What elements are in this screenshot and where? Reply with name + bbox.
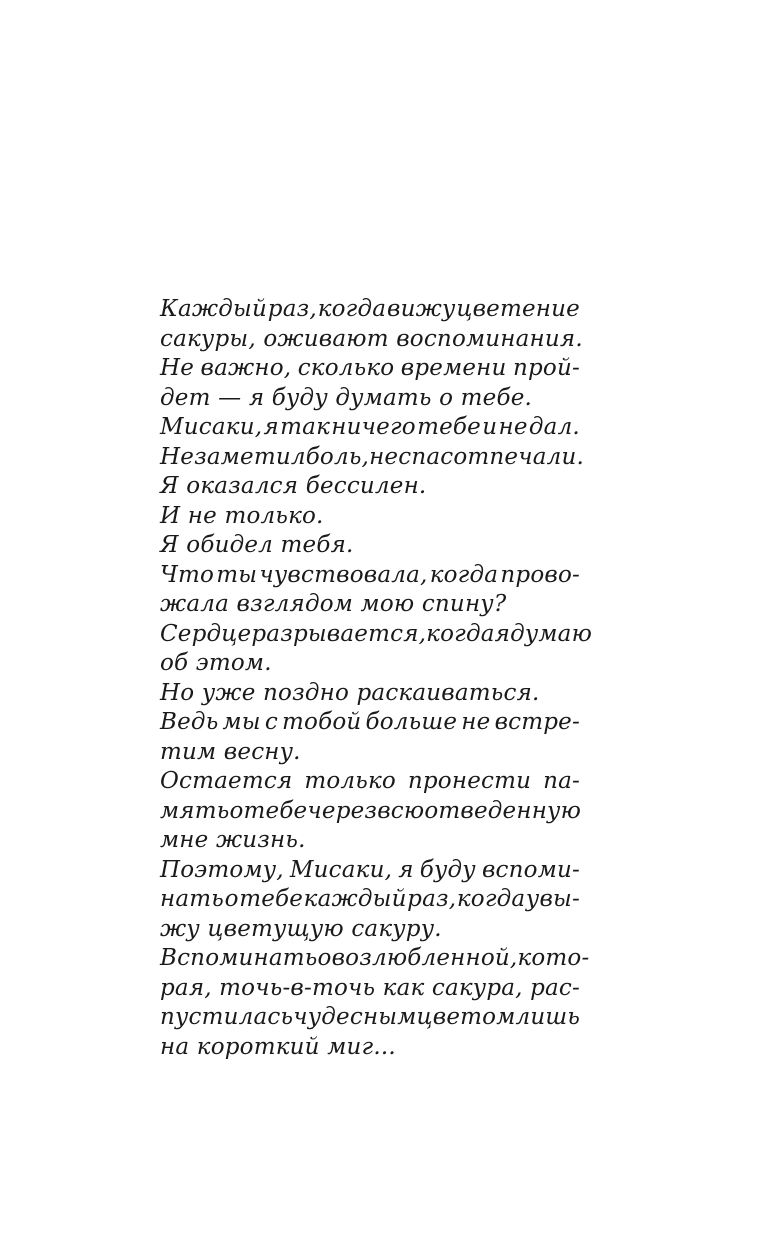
poem-line: Я обидел тебя.	[160, 532, 354, 558]
poem-word: только	[304, 768, 396, 794]
poem-word: пронести	[407, 768, 532, 794]
poem-word: увы-	[525, 886, 580, 912]
poem-word: кото-	[517, 945, 590, 971]
poem-word: Каждый	[160, 296, 267, 322]
poem-word: мы	[222, 709, 261, 735]
poem-line	[160, 974, 580, 1004]
poem-line	[160, 413, 580, 443]
poem-line	[160, 944, 590, 974]
poem-word: Что	[160, 561, 215, 588]
poem-word: Остается	[160, 768, 293, 794]
poem-line	[160, 797, 580, 827]
poem-word: тебе	[239, 886, 304, 912]
poem-word: пустилась	[160, 1004, 294, 1030]
poem-word: с	[264, 709, 278, 735]
poem-word: тебе	[417, 414, 481, 440]
poem-line	[160, 561, 580, 591]
poem-line	[160, 443, 585, 473]
poem-word: сколько	[297, 355, 395, 381]
poem-line: И не только.	[160, 502, 324, 529]
poem-line: мне жизнь.	[160, 827, 306, 853]
poem-word: точь-в-точь	[219, 974, 376, 1001]
poem-word: тобой	[282, 709, 362, 735]
poem-line: на короткий миг...	[160, 1033, 396, 1060]
poem-word: Ведь	[160, 709, 219, 735]
poem-word: о	[229, 797, 244, 824]
poem-word: я	[263, 414, 279, 440]
poem-word: раз,	[407, 886, 457, 912]
poem-word: когда	[317, 296, 387, 322]
poem-word: так	[280, 414, 331, 440]
poem-word: заметил	[194, 443, 306, 470]
poem-word: боль,	[305, 443, 370, 470]
poem-line: жу цветущую сакуру.	[160, 915, 442, 942]
poem-word: каждый	[303, 886, 407, 912]
poem-line	[160, 708, 580, 738]
poem-word: Мисаки,	[289, 856, 393, 883]
poem-line	[160, 856, 580, 886]
poem-word: прой-	[512, 355, 580, 381]
poem-line	[160, 295, 580, 325]
poem-word: возлюбленной,	[331, 945, 518, 971]
poem-word: вспоми-	[481, 856, 580, 883]
poem-word: я	[398, 856, 414, 883]
poem-word: Мисаки,	[160, 414, 263, 440]
poem-word: когда	[429, 561, 499, 588]
poem-word: важно,	[200, 355, 292, 381]
poem-word: от	[453, 443, 490, 470]
poem-word: отведенную	[424, 797, 582, 824]
poem-line: дет — я буду думать о тебе.	[160, 384, 533, 411]
poem-word: не	[498, 414, 528, 440]
poem-line: сакуры, оживают воспоминания.	[160, 325, 583, 352]
poem-word: разрывается,	[251, 620, 427, 647]
poem-word: спас	[398, 443, 454, 470]
poem-word: тебе	[243, 797, 308, 824]
poem-word: буду	[419, 856, 476, 883]
poem-word: ничего	[331, 414, 416, 440]
poem-word: прово-	[500, 561, 580, 588]
poem-word: о	[317, 945, 332, 971]
poem-word: дал.	[528, 414, 580, 440]
poem-word: думаю	[510, 620, 593, 647]
poem-word: Не	[160, 355, 195, 381]
poem-word: нать	[160, 886, 224, 912]
poem-word: встре-	[494, 709, 580, 735]
poem-text-block	[160, 295, 593, 1062]
poem-line: тим весну.	[160, 738, 301, 765]
poem-word: когда	[456, 886, 526, 912]
poem-line	[160, 620, 593, 650]
poem-word: вижу	[387, 296, 456, 322]
poem-word: мять	[160, 797, 230, 824]
poem-line: жала взглядом мою спину?	[160, 591, 507, 617]
poem-line	[160, 1003, 580, 1033]
poem-word: ты	[216, 561, 258, 588]
poem-word: времени	[400, 355, 507, 381]
poem-word: и	[482, 414, 498, 440]
poem-word: Не	[160, 443, 195, 470]
poem-word: не	[369, 443, 399, 470]
poem-line: Я оказался бессилен.	[160, 473, 427, 499]
poem-word: через	[307, 797, 378, 824]
poem-word: всю	[377, 797, 425, 824]
poem-word: Сердце	[160, 620, 252, 647]
poem-word: не	[461, 709, 491, 735]
poem-word: когда	[426, 620, 495, 647]
poem-word: рая,	[160, 974, 212, 1001]
poem-word: цветом	[416, 1004, 516, 1030]
poem-word: больше	[365, 709, 458, 735]
poem-word: раз,	[267, 296, 317, 322]
poem-word: цветение	[456, 296, 580, 322]
poem-line: Но уже поздно раскаиваться.	[160, 679, 540, 706]
poem-word: Вспоминать	[160, 945, 318, 971]
poem-word: о	[224, 886, 239, 912]
poem-line	[160, 885, 580, 915]
poem-word: Поэтому,	[160, 856, 284, 883]
poem-word: я	[494, 620, 511, 647]
poem-word: печали.	[489, 443, 585, 470]
poem-word: чувствовала,	[259, 561, 428, 588]
poem-word: сакура,	[431, 974, 523, 1001]
poem-word: чудесным	[293, 1004, 417, 1030]
poem-line	[160, 767, 580, 797]
poem-line: об этом.	[160, 650, 272, 676]
poem-word: па-	[543, 768, 580, 794]
poem-word: лишь	[515, 1004, 581, 1030]
poem-line	[160, 354, 580, 384]
poem-word: рас-	[530, 974, 580, 1001]
poem-word: как	[382, 974, 425, 1001]
